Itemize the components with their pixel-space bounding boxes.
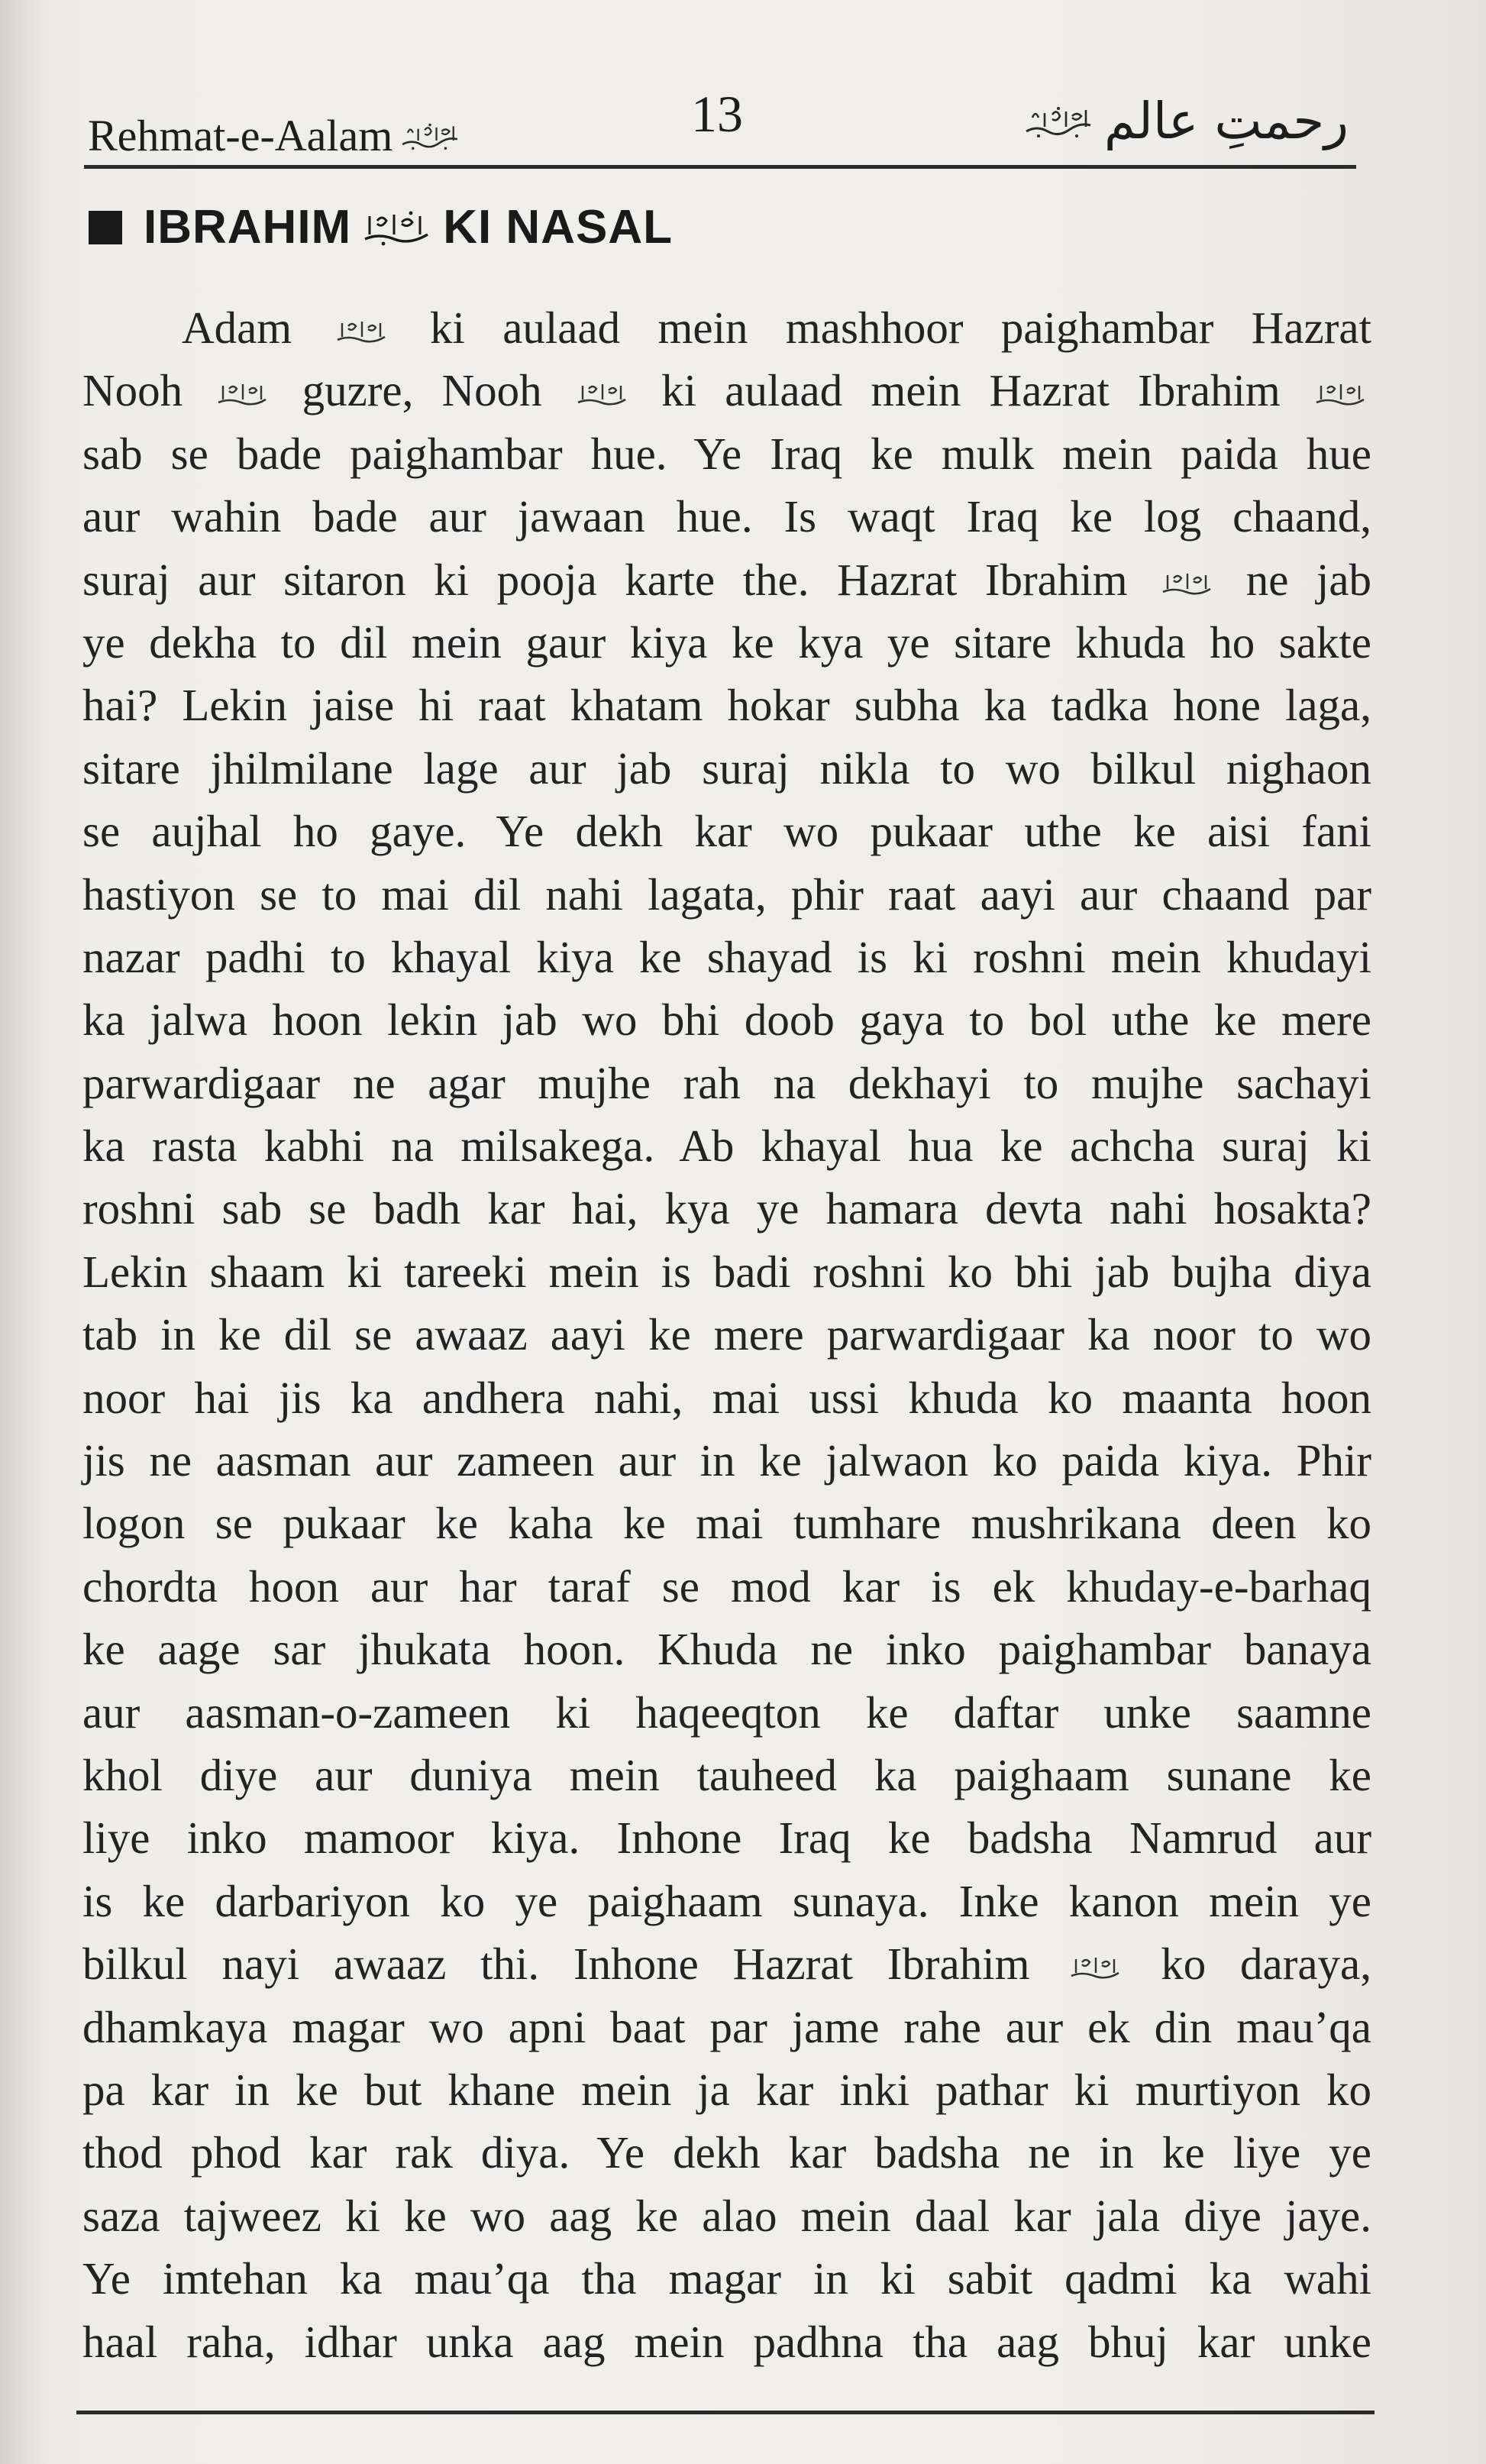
header-divider (84, 165, 1356, 169)
text-line: is ke darbariyon ko ye paighaam sunaya. Inke kanon mein ye (82, 1875, 1371, 1926)
alaihissalam-calligraphy-icon (360, 209, 434, 247)
alaihissalam-calligraphy-icon (334, 317, 388, 348)
text-line: jis ne aasman aur zameen aur in ke jalwaon ko paida kiya. Phir (82, 1435, 1371, 1486)
heading-bullet-square (89, 211, 122, 244)
text-line: chordta hoon aur har taraf se mod kar is ek khuday-e-barhaq (82, 1560, 1371, 1612)
text-line: logon se pukaar ke kaha ke mai tumhare mushrikana deen ko (82, 1498, 1371, 1549)
salawat-calligraphy-icon (399, 119, 461, 153)
text-line: hai? Lekin jaise hi raat khatam hokar subha ka tadka hone laga, (82, 680, 1371, 731)
text-line: ye dekha to dil mein gaur kiya ke kya ye sitare khuda ho sakte (82, 616, 1371, 668)
salawat-calligraphy-icon (1022, 102, 1095, 141)
line-text: guzre, Nooh (302, 365, 542, 416)
alaihissalam-calligraphy-icon (1068, 1953, 1122, 1984)
line-text: bilkul nayi awaaz thi. Inhone Hazrat Ibrahim (82, 1939, 1030, 1990)
text-line: sab se bade paighambar hue. Ye Iraq ke mulk mein paida hue (82, 428, 1371, 479)
text-line: roshni sab se badh kar hai, kya ye hamara devta nahi hosakta? (82, 1183, 1371, 1234)
text-line: tab in ke dil se awaaz aayi ke mere parwardigaar ka noor to wo (82, 1309, 1371, 1360)
text-line: khol diye aur duniya mein tauheed ka paighaam sunane ke (82, 1749, 1371, 1800)
section-heading-text (144, 200, 673, 254)
line-text: ne jab (1245, 554, 1372, 605)
text-line: pa kar in ke but khane mein ja kar inki pathar ki murtiyon ko (82, 2064, 1371, 2115)
footer-divider (76, 2411, 1375, 2414)
alaihissalam-calligraphy-icon (215, 380, 269, 410)
text-line: Lekin shaam ki tareeki mein is badi roshni ko bhi jab bujha diya (82, 1246, 1371, 1297)
text-line: ka rasta kabhi na milsakega. Ab khayal hua ke achcha suraj ki (82, 1120, 1371, 1172)
text-line (82, 296, 1371, 359)
text-line: saza tajweez ki ke wo aag ke alao mein daal kar jala diye jaye. (82, 2190, 1371, 2241)
text-line: Ye imtehan ka mau’qa tha magar in ki sabit qadmi ka wahi (82, 2253, 1371, 2304)
text-line (82, 1932, 1371, 1995)
text-line: aur aasman-o-zameen ki haqeeqton ke daftar unke saamne (82, 1686, 1371, 1738)
header-title-text: Rehmat-e-Aalam (88, 111, 393, 160)
line-text: ki aulaad mein mashhoor paighambar Hazrat (429, 302, 1371, 353)
line-text: Nooh (82, 365, 183, 416)
alaihissalam-calligraphy-icon (575, 380, 628, 410)
text-line: haal raha, idhar unka aag mein padhna tha aag bhuj kar unke (82, 2316, 1371, 2367)
line-text: ki aulaad mein Hazrat Ibrahim (661, 365, 1281, 416)
section-heading (89, 200, 673, 254)
text-line (82, 359, 1371, 422)
text-line: thod phod kar rak diya. Ye dekh kar badsha ne in ke liye ye (82, 2127, 1371, 2178)
header-book-title (88, 110, 461, 161)
text-line: se aujhal ho gaye. Ye dekh kar wo pukaar uthe ke aisi fani (82, 806, 1371, 857)
text-line: ka jalwa hoon lekin jab wo bhi doob gaya to bol uthe ke mere (82, 994, 1371, 1046)
alaihissalam-calligraphy-icon (1160, 569, 1213, 600)
line-text: Adam (182, 302, 292, 353)
heading-name: IBRAHIM (144, 201, 352, 254)
text-line: hastiyon se to mai dil nahi lagata, phir raat aayi aur chaand par (82, 868, 1371, 920)
header-urdu-title (1022, 92, 1349, 150)
page-edge-shadow (0, 0, 46, 2464)
text-line: ke aage sar jhukata hoon. Khuda ne inko paighambar banaya (82, 1624, 1371, 1675)
text-line: nazar padhi to khayal kiya ke shayad is ki roshni mein khudayi (82, 931, 1371, 982)
header-urdu-title-text: رحمتِ عالم (1103, 92, 1349, 150)
line-text: suraj aur sitaron ki pooja karte the. Hazrat Ibrahim (82, 554, 1128, 605)
text-line: noor hai jis ka andhera nahi, mai ussi khuda ko maanta hoon (82, 1372, 1371, 1423)
text-line: sitare jhilmilane lage aur jab suraj nikla to wo bilkul nighaon (82, 742, 1371, 794)
page-number: 13 (691, 85, 743, 143)
text-line: parwardigaar ne agar mujhe rah na dekhayi to mujhe sachayi (82, 1057, 1371, 1108)
text-line: liye inko mamoor kiya. Inhone Iraq ke badsha Namrud aur (82, 1812, 1371, 1864)
heading-subtitle: KI NASAL (443, 201, 673, 254)
line-text: ko daraya, (1161, 1939, 1371, 1990)
text-line (82, 548, 1371, 611)
text-line: aur wahin bade aur jawaan hue. Is waqt Iraq ke log chaand, (82, 491, 1371, 542)
alaihissalam-calligraphy-icon (1313, 380, 1367, 410)
text-line: dhamkaya magar wo apni baat par jame rahe aur ek din mau’qa (82, 2001, 1371, 2052)
running-header (84, 84, 1356, 168)
body-paragraph (82, 296, 1371, 2373)
